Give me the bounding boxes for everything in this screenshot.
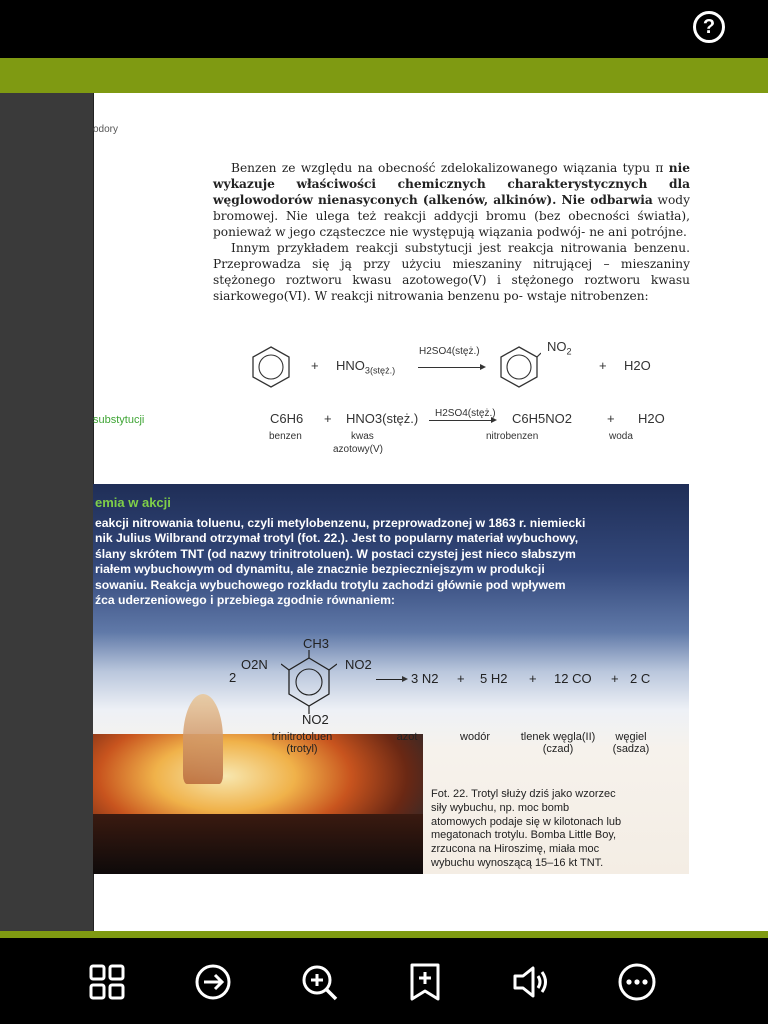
caption-line: siły wybuchu, np. moc bomb: [431, 801, 570, 814]
label-tnt: [257, 731, 347, 755]
eq2-label-acid-2: azotowy(V): [333, 444, 384, 455]
previous-page-panel[interactable]: [0, 93, 94, 931]
tnt-no2-bottom: NO2: [302, 712, 329, 727]
box-text-line: ślany skrótem TNT (od nazwy trinitrotoluen). W postaci czystej jest nieco słabszym: [95, 546, 576, 561]
label-co-line-2: (czad): [542, 743, 574, 755]
add-bookmark-button[interactable]: [405, 962, 445, 1002]
goto-page-button[interactable]: [193, 962, 233, 1002]
photo-caption: [431, 788, 671, 871]
tnt-ch3: CH3: [303, 636, 330, 651]
text-line: Innym przykładem reakcji substytucji jest reakcja nitrowania: [231, 241, 628, 255]
photo-ground: [93, 814, 423, 874]
box-text-line: źca uderzeniowego i przebiega zgodnie równaniem:: [95, 593, 395, 608]
more-options-button[interactable]: [617, 962, 657, 1002]
text-line: światła), ponieważ w jego cząsteczce nie występują wiązania podwój-: [213, 209, 690, 239]
text-line: wody bromowej. Nie ulega też reakcji addycji bromu (bez obecności: [213, 193, 690, 223]
bookmark-add-icon: [405, 962, 445, 1002]
book-page: [93, 93, 768, 931]
reaction-arrow-icon: [418, 367, 484, 368]
text-line: roztworu kwasu siarkowego(VI). W reakcji nitrowania benzenu po-: [213, 273, 691, 303]
text-line: nie wykazuje właściwości chemicznych charakterystycznych dla: [213, 161, 691, 191]
eq1-plus-2: +: [599, 358, 607, 373]
caption-line: atomowych podaje się w kilotonach lub: [431, 815, 622, 828]
product-co: 12 CO: [554, 671, 592, 686]
label-c: [603, 731, 659, 755]
box-title: emia w akcji: [95, 495, 171, 510]
eq1-catalyst: H2SO4(stęż.): [419, 346, 480, 357]
read-aloud-button[interactable]: [511, 962, 551, 1002]
tnt-coefficient: 2: [229, 670, 237, 685]
tnt-no2-right: NO2: [345, 657, 372, 672]
label-azot: azot: [396, 731, 418, 743]
caption-line: megatonach trotylu. Bomba Little Boy,: [431, 829, 617, 842]
label-c-line-2: (sadza): [612, 743, 650, 755]
eq2-plus-1: +: [324, 411, 332, 426]
eq2-benzene: C6H6: [270, 411, 304, 426]
eq2-plus-2: +: [607, 411, 615, 426]
product-n2: 3 N2: [411, 671, 439, 686]
mushroom-cloud-shape: [183, 694, 223, 784]
thumbnails-button[interactable]: [87, 962, 127, 1002]
eq1-reagent-sub: 3(stęż.): [364, 365, 396, 376]
label-tnt-line-2: (trotyl): [286, 743, 318, 755]
tnt-no2-left: O2N: [241, 657, 268, 672]
text-line: wstaje nitrobenzen:: [526, 289, 649, 303]
box-text-line: eakcji nitrowania toluenu, czyli metylobenzenu, przeprowadzonej w 1863 r. niemiecki: [95, 516, 586, 530]
text-line: węglowodorów nienasyconych (alkenów, alkinów). Nie odbarwia: [213, 193, 653, 207]
top-toolbar: [0, 0, 768, 58]
label-tnt-line-1: trinitrotoluen: [271, 731, 333, 743]
eq1-water: H2O: [624, 358, 651, 373]
box-text: [95, 516, 675, 608]
label-co-line-1: tlenek węgla(II): [520, 731, 596, 743]
eq2-catalyst: H2SO4(stęż.): [435, 408, 496, 419]
eq1-product-group: [547, 339, 572, 357]
grid-icon: [87, 962, 127, 1002]
box-text-line: nik Julius Wilbrand otrzymał trotyl (fot. 22.). Jest to popularny materiał wybuchowy,: [95, 531, 579, 546]
eq2-label-water: woda: [609, 431, 633, 442]
help-button[interactable]: ?: [693, 11, 725, 43]
margin-note: substytucji: [93, 414, 145, 426]
label-c-line-1: węgiel: [615, 731, 647, 743]
bottom-toolbar: [0, 938, 768, 1024]
body-text: [213, 160, 690, 304]
caption-line: wybuchu wynoszącą 15–16 kt TNT.: [431, 856, 604, 869]
eq1-plus-1: +: [311, 358, 319, 373]
zoom-in-icon: [299, 962, 339, 1002]
label-co: [513, 731, 603, 755]
reaction-arrow-icon: [429, 420, 495, 421]
text-line: mieszaniny stężonego roztworu kwasu azotowego(V) i stężonego: [213, 257, 691, 287]
eq2-reagent: HNO3(stęż.): [346, 411, 419, 426]
nitration-structural-equation: [243, 339, 703, 393]
paragraph-2: [213, 240, 690, 304]
eq2-label-product: nitrobenzen: [486, 431, 539, 442]
tnt-ring-icon: [281, 650, 337, 714]
caption-line: Fot. 22. Trotyl służy dziś jako wzorzec: [431, 788, 616, 800]
text-line: ne ani potrójne.: [589, 225, 687, 239]
paragraph-1: [213, 160, 690, 240]
speaker-icon: [511, 962, 551, 1002]
product-plus-1: +: [457, 671, 465, 686]
text-line: Benzen ze względu na obecność zdelokalizowanego wiązania typu π: [231, 161, 664, 175]
chemistry-in-action-box: [93, 484, 689, 874]
more-icon: [617, 962, 657, 1002]
product-h2: 5 H2: [480, 671, 508, 686]
eq2-label-benzene: benzen: [269, 431, 302, 442]
caption-line: zrzucona na Hiroszimę, miała moc: [431, 843, 600, 856]
product-plus-2: +: [529, 671, 537, 686]
eq2-label-acid-1: kwas: [351, 431, 374, 442]
eq1-product-group-text: NO: [547, 339, 567, 354]
label-wodor: wodór: [460, 731, 490, 743]
reader-viewport[interactable]: [0, 93, 768, 931]
eq1-product-group-sub: 2: [566, 346, 572, 357]
eq1-reagent-text: HNO: [336, 358, 365, 373]
eq2-product: C6H5NO2: [512, 411, 572, 426]
header-accent-bar: [0, 58, 768, 93]
box-text-line: sowaniu. Reakcja wybuchowego rozkładu trotylu zachodzi głównie pod wpływem: [95, 577, 566, 592]
running-head: odory: [93, 124, 119, 135]
product-c: 2 C: [630, 671, 651, 686]
goto-icon: [193, 962, 233, 1002]
box-text-line: riałem wybuchowym od dynamitu, ale znacznie bezpieczniejszym w produkcji: [95, 562, 545, 577]
benzene-ring-icon: [249, 345, 293, 389]
nitrobenzene-ring-icon: [497, 345, 541, 389]
eq2-water: H2O: [638, 411, 665, 426]
zoom-in-button[interactable]: [299, 962, 339, 1002]
reaction-arrow-icon: [376, 679, 406, 680]
footer-accent-bar: [0, 931, 768, 938]
text-line: benzenu. Przeprowadza się ją przy użyciu mieszaniny nitrującej –: [213, 241, 691, 271]
eq1-reagent: [336, 358, 395, 376]
product-plus-3: +: [611, 671, 619, 686]
